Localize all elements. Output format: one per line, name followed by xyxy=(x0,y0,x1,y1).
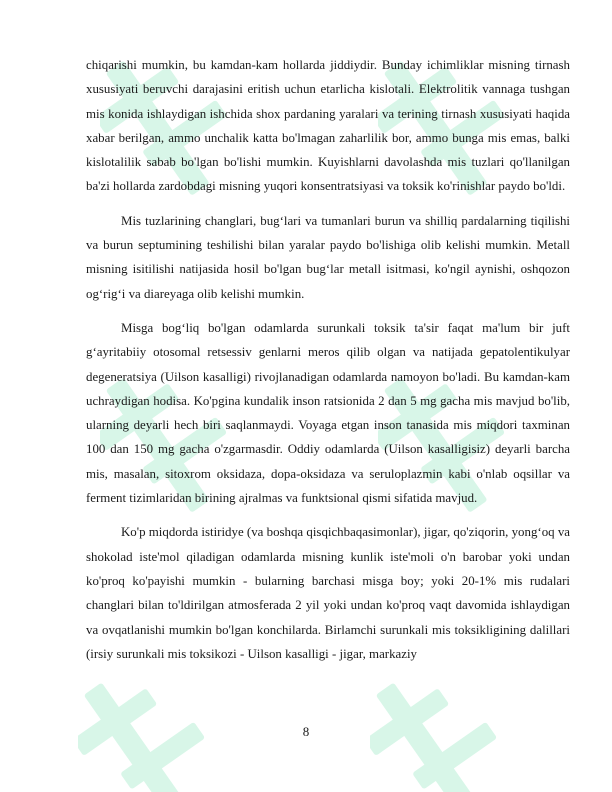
page-number: 8 xyxy=(302,724,310,739)
document-body xyxy=(86,53,570,676)
paragraph: chiqarishi mumkin, bu kamdan-kam hollarda jiddiydir. Bunday ichimliklar misning tirnash xususiyati beruvchi darajasini eritish uchun etarlicha kislotali. Elektrolitik vannaga tushgan mis konida ishlaydigan ishchida shox pardaning yaralari va terining tirnash xususiyati haqida xabar berilgan, ammo unchalik katta bo'lmagan zaharlilik bor, ammo bunga mis emas, balki kislotalilik sabab bo'lgan bo'lishi mumkin. Kuyishlarni davolashda mis tuzlari qo'llanilgan ba'zi hollarda zardobdagi misning yuqori konsentratsiyasi va toksik ko'rinishlar paydo bo'ldi. xyxy=(86,58,570,194)
paragraph: Mis tuzlarining changlari, bug‘lari va tumanlari burun va shilliq pardalarning tiqilishi va burun septumining teshilishi bilan yaralar paydo bo'lishiga olib kelishi mumkin. Metall misning isitilishi natijasida hosil bo'lgan bug‘lar metall isitmasi, ko'ngil aynishi, oshqozon og‘rig‘i va diareyaga olib kelishi mumkin. xyxy=(86,213,570,301)
paragraph: Ko'p miqdorda istiridye (va boshqa qisqichbaqasimonlar), jigar, qo'ziqorin, yong‘oq va shokolad iste'mol qiladigan odamlarda misning kunlik iste'moli o'n barobar yoki undan ko'proq ko'payishi mumkin - bularning barchasi misga boy; yoki 20-1% mis rudalari changlari bilan to'ldirilgan atmosferada 2 yil yoki undan ko'proq vaqt davomida ishlaydigan va ovqatlanishi mumkin bo'lgan konchilarda. Birlamchi surunkali mis toksikligining dalillari (irsiy surunkali mis toksikozi - Uilson kasalligi - jigar, markaziy xyxy=(86,525,570,661)
paragraph: Misga bog‘liq bo'lgan odamlarda surunkali toksik ta'sir faqat ma'lum bir juft g‘ayritabiiy otosomal retsessiv genlarni meros qilib olgan va natijada gepatolentikulyar degeneratsiya (Uilson kasalligi) rivojlanadigan odamlarda namoyon bo'ladi. Bu kamdan-kam uchraydigan hodisa. Ko'pgina kundalik inson ratsionida 2 dan 5 mg gacha mis mavjud bo'lib, ularning deyarli hech biri saqlanmaydi. Voyaga etgan inson tanasida mis miqdori taxminan 100 dan 150 mg gacha o'zgarmasdir. Oddiy odamlarda (Uilson kasalligisiz) deyarli barcha mis, masalan, sitoxrom oksidaza, dopa-oksidaza va seruloplazmin kabi o'nlab oqsillar va ferment tizimlaridan birining ajralmas va funktsional qismi sifatida mavjud. xyxy=(86,320,570,506)
